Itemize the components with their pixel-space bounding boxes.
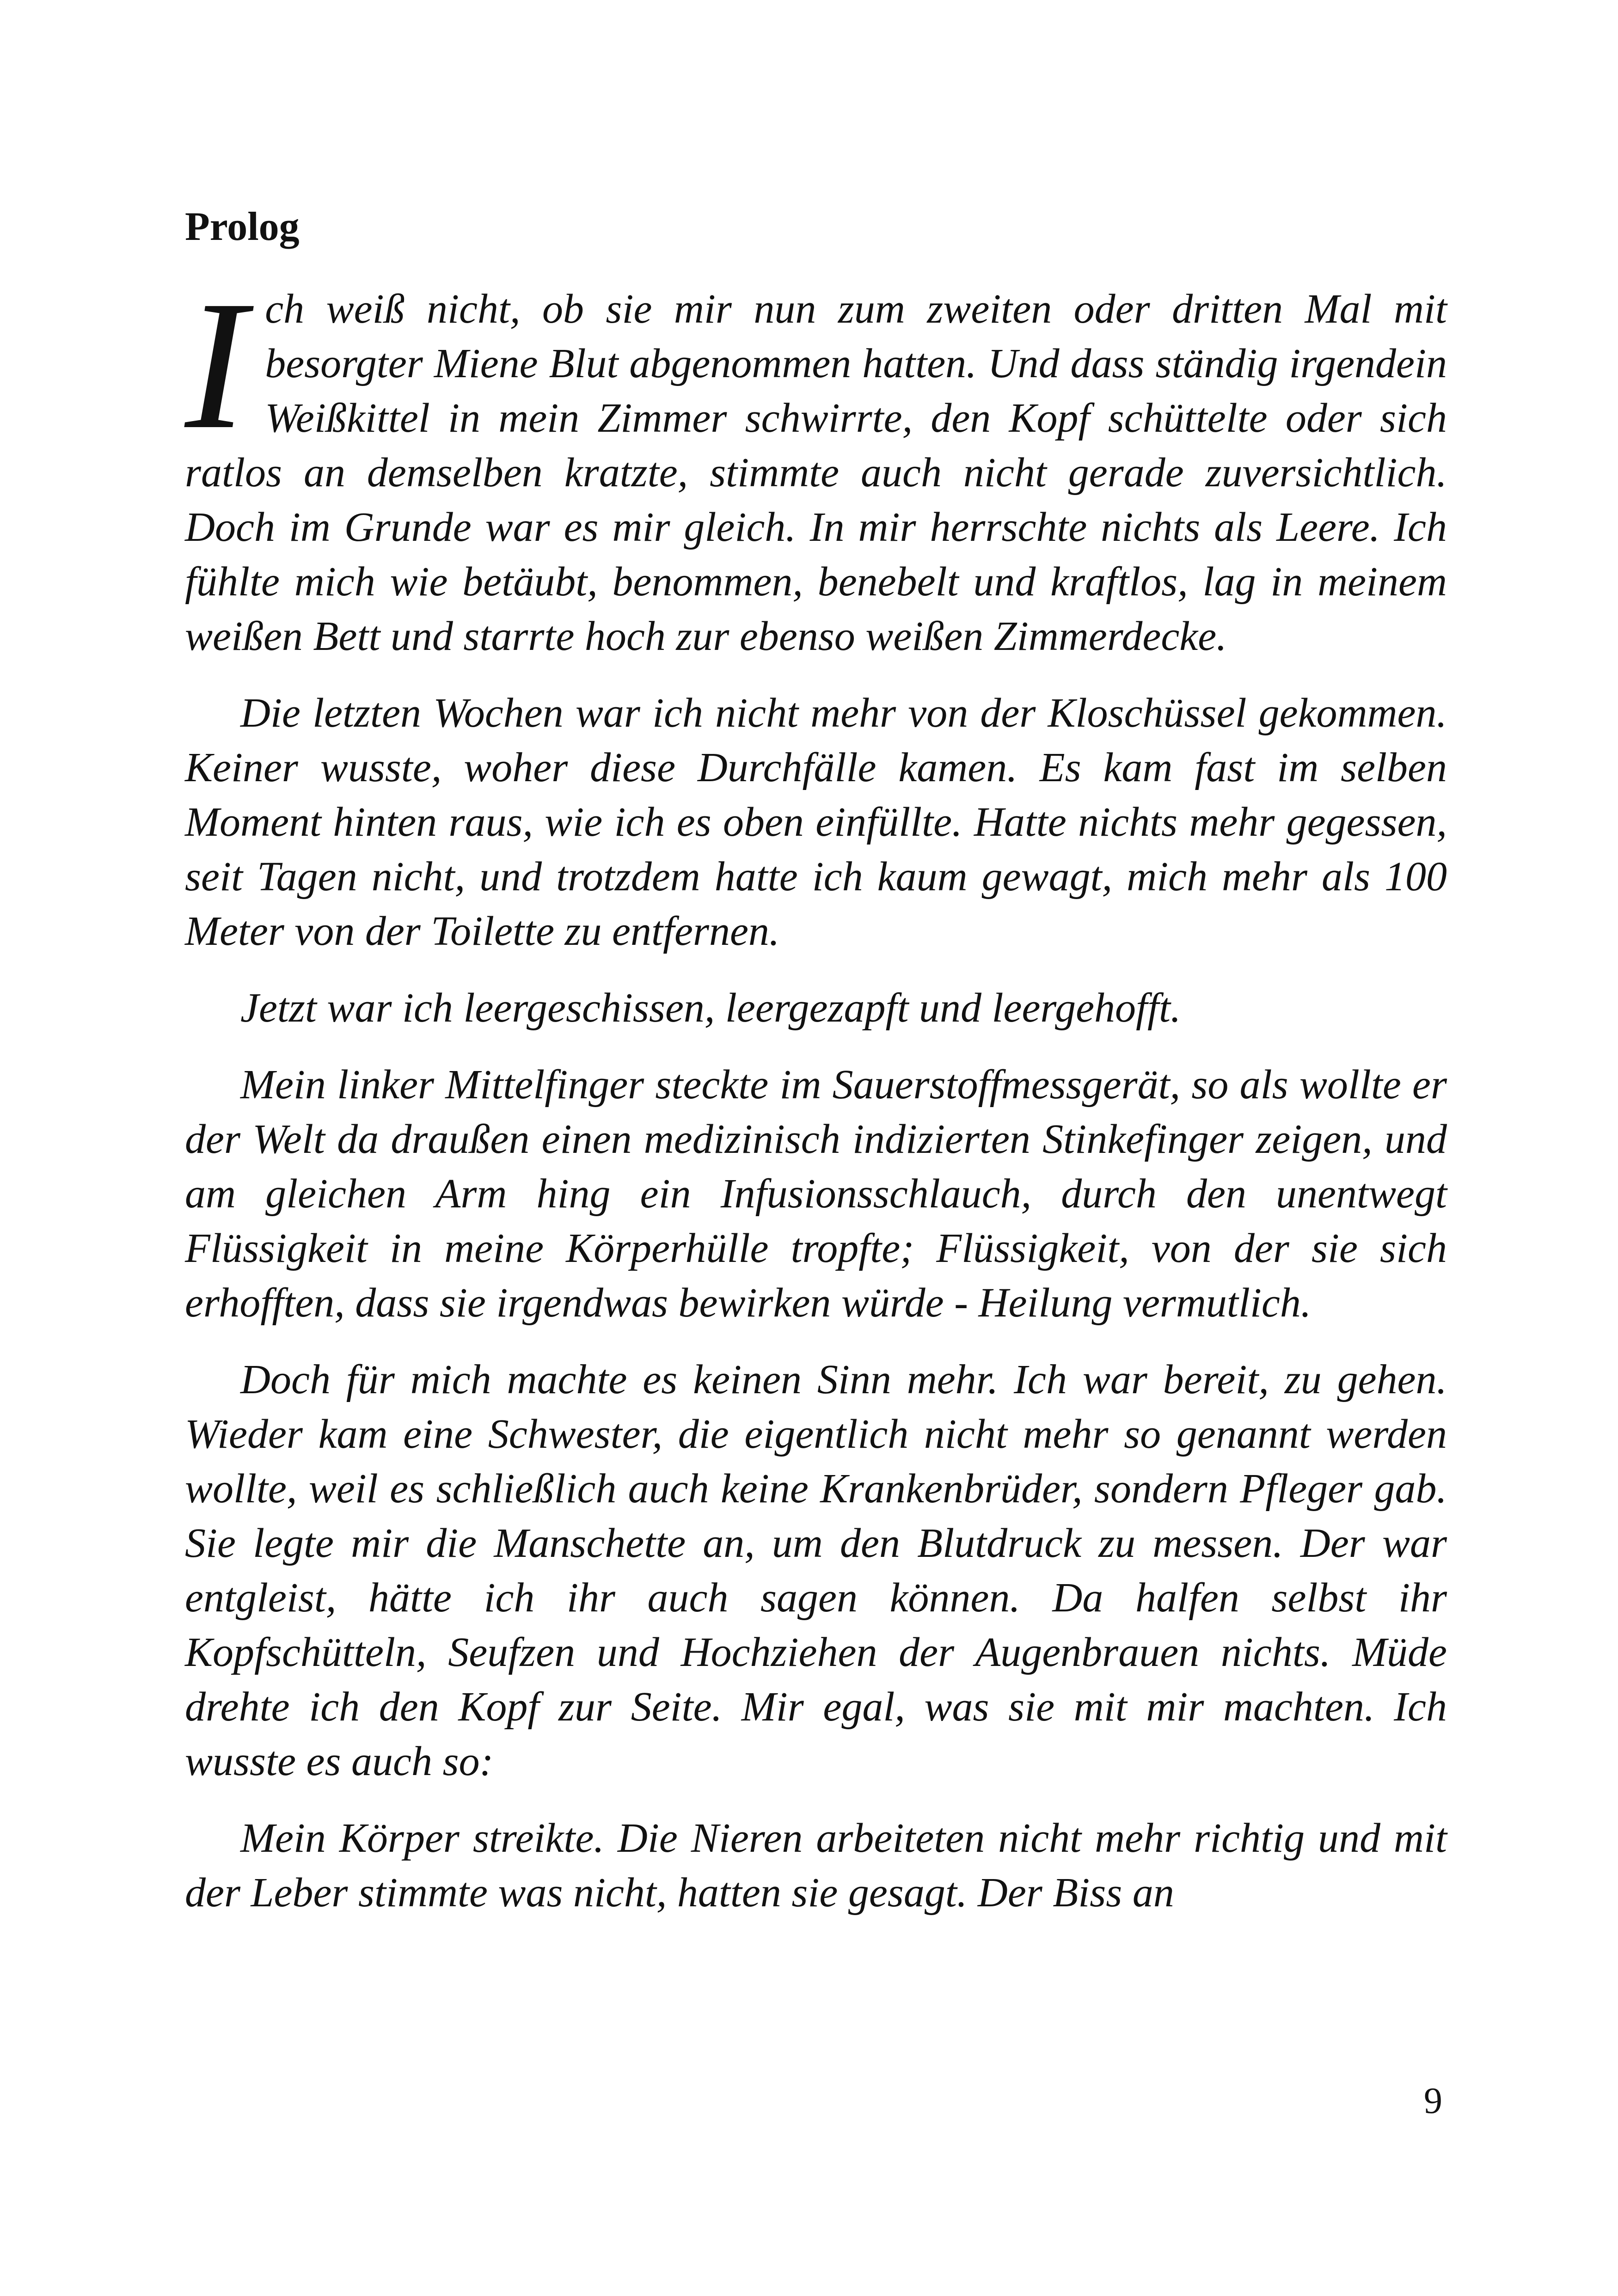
chapter-body [185, 263, 1447, 1942]
paragraph-3: Jetzt war ich leergeschissen, leergezapft und leergehofft. [240, 985, 1181, 1031]
paragraph-5: Doch für mich machte es keinen Sinn mehr. Ich war bereit, zu gehen. Wieder kam eine Schwester, die eigentlich nicht mehr so genannt werden wollte, weil es schließlich auch keine Krankenbrüder, sondern Pfleger gab. Sie legte mir die Manschette an, um den Blutdruck zu messen. Der war entgleist, hätte ich ihr auch sagen können. Da halfen selbst ihr Kopfschütteln, Seufzen und Hochziehen der Augenbrauen nichts. Müde drehte ich den Kopf zur Seite. Mir egal, was sie mit mir machten. Ich wusste es auch so: [185, 1357, 1447, 1784]
page-number: 9 [1424, 2081, 1442, 2121]
paragraph-4: Mein linker Mittelfinger steckte im Sauerstoffmessgerät, so als wollte er der Welt da draußen einen medizinisch indizierten Stinkefinger zeigen, und am gleichen Arm hing ein Infusionsschlauch, durch den unentwegt Flüssigkeit in meine Körperhülle tropfte; Flüssigkeit, von der sie sich erhofften, dass sie irgendwas bewirken würde - Heilung vermutlich. [185, 1062, 1447, 1326]
paragraph-text: ch weiß nicht, ob sie mir nun zum zweiten oder dritten Mal mit besorgter Miene Blut abgenommen hatten. Und dass ständig irgendein Weißkittel in mein Zimmer schwirrte, den Kopf schüttelte oder sich ratlos an demselben kratzte, stimmte auch nicht gerade zuversichtlich. Doch im Grunde war es mir gleich. In mir herrschte nichts als Leere. Ich fühlte mich wie betäubt, benommen, benebelt und kraftlos, lag in meinem weißen Bett und starrte hoch zur ebenso weißen Zimmerdecke. [185, 286, 1447, 659]
drop-cap: I [185, 263, 247, 467]
chapter-heading: Prolog [185, 204, 300, 249]
paragraph-2: Die letzten Wochen war ich nicht mehr von der Kloschüssel gekommen. Keiner wusste, woher diese Durchfälle kamen. Es kam fast im selben Moment hinten raus, wie ich es oben einfüllte. Hatte nichts mehr gegessen, seit Tagen nicht, und trotzdem hatte ich kaum gewagt, mich mehr als 100 Meter von der Toilette zu entfernen. [185, 690, 1447, 954]
paragraph-6: Mein Körper streikte. Die Nieren arbeiteten nicht mehr richtig und mit der Leber stimmte was nicht, hatten sie gesagt. Der Biss an [185, 1815, 1447, 1916]
paragraph-1 [185, 263, 1447, 664]
